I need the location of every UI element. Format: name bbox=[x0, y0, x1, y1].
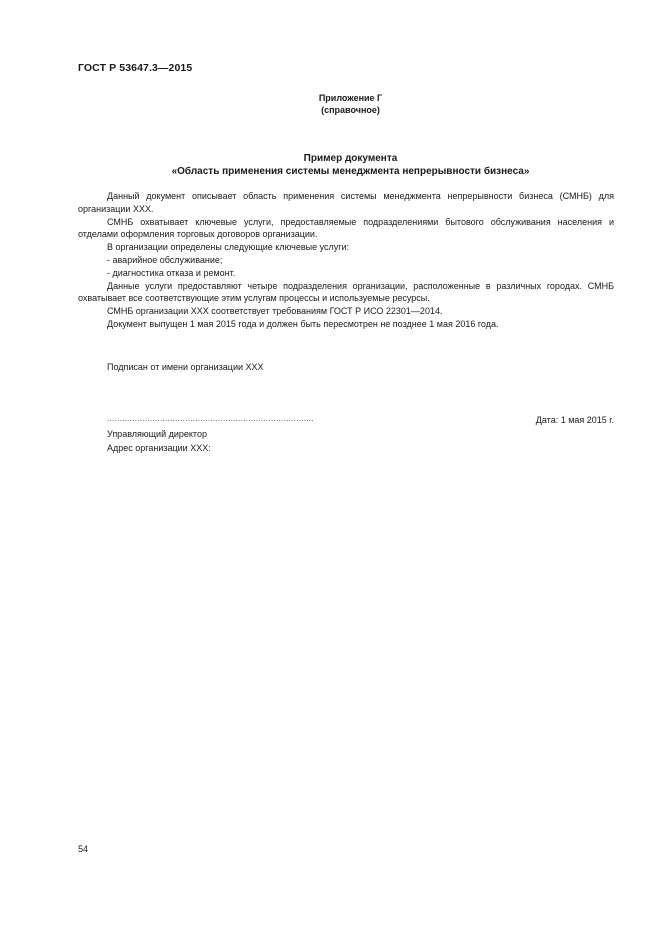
paragraph-key-services-intro: В организации определены следующие ключевые услуги: bbox=[107, 242, 350, 253]
document-title: Пример документа bbox=[303, 153, 398, 164]
signatory-role: Управляющий директор bbox=[107, 429, 207, 439]
document-subtitle: «Область применения системы менеджмента непрерывности бизнеса» bbox=[171, 166, 530, 177]
annex-type: (справочное) bbox=[321, 105, 380, 115]
paragraph-issue-date: Документ выпущен 1 мая 2015 года и должен быть пересмотрен не позднее 1 мая 2016 года. bbox=[107, 318, 499, 329]
paragraph-scope: Данный документ описывает область применения системы менеджмента непрерывности бизнеса (СМНБ) для организации XXX. bbox=[78, 191, 614, 214]
list-item: - диагностика отказа и ремонт. bbox=[107, 267, 236, 278]
page-number: 54 bbox=[78, 844, 89, 854]
standard-code: ГОСТ Р 53647.3—2015 bbox=[78, 62, 193, 74]
organization-address: Адрес организации XXX: bbox=[107, 443, 211, 453]
signed-by: Подписан от имени организации XXX bbox=[107, 362, 264, 372]
paragraph-services: СМНБ охватывает ключевые услуги, предоставляемые подразделениями бытового обслуживания населения и отделами оформления торговых договоров организации. bbox=[78, 216, 614, 240]
paragraph-compliance: СМНБ организации XXX соответствует требованиям ГОСТ Р ИСО 22301—2014. bbox=[107, 306, 443, 317]
document-body bbox=[78, 190, 614, 331]
annex-title: Приложение Г bbox=[318, 93, 383, 103]
document-date: Дата: 1 мая 2015 г. bbox=[535, 415, 614, 425]
paragraph-departments: Данные услуги предоставляют четыре подразделения организации, расположенные в различных городах. СМНБ охватывает все соответствующие этим услугам процессы и используемые ресурсы. bbox=[78, 280, 614, 304]
list-item: - аварийное обслуживание; bbox=[107, 254, 223, 265]
signature-line: .................................................................................. bbox=[107, 414, 314, 423]
